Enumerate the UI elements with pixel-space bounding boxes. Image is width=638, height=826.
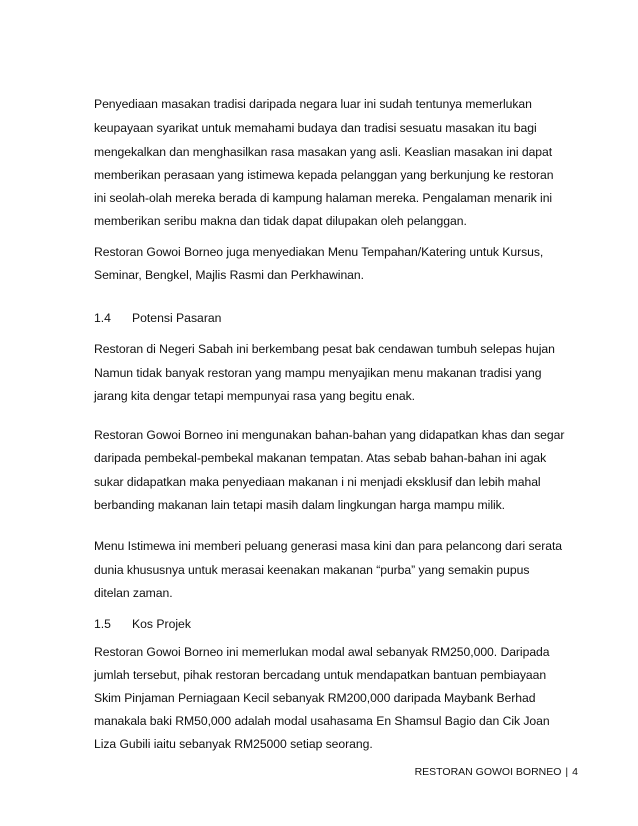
- paragraph-line: keupayaan syarikat untuk memahami budaya dan tradisi sesuatu masakan itu bagi: [94, 121, 537, 135]
- paragraph-line: Restoran Gowoi Borneo ini mengunakan bahan-bahan yang didapatkan khas dan segar: [94, 428, 565, 442]
- paragraph-line: Restoran Gowoi Borneo juga menyediakan Menu Tempahan/Katering untuk Kursus,: [94, 245, 544, 259]
- paragraph-line: Restoran di Negeri Sabah ini berkembang pesat bak cendawan tumbuh selepas hujan: [94, 342, 555, 356]
- paragraph-line: daripada pembekal-pembekal makanan tempatan. Atas sebab bahan-bahan ini agak: [94, 451, 547, 465]
- paragraph-line: ditelan zaman.: [94, 586, 173, 600]
- paragraph-line: Seminar, Bengkel, Majlis Rasmi dan Perkhawinan.: [94, 268, 364, 282]
- paragraph-line: jumlah tersebut, pihak restoran bercadang untuk mendapatkan bantuan pembiayaan: [94, 668, 547, 682]
- section-number: 1.4: [94, 311, 111, 325]
- section-heading: Potensi Pasaran: [132, 311, 222, 325]
- paragraph-line: Restoran Gowoi Borneo ini memerlukan modal awal sebanyak RM250,000. Daripada: [94, 645, 550, 659]
- paragraph-line: Menu Istimewa ini memberi peluang generasi masa kini dan para pelancong dari serata: [94, 539, 563, 553]
- paragraph-line: mengekalkan dan menghasilkan rasa masakan yang asli. Keaslian masakan ini dapat: [94, 145, 553, 159]
- paragraph-line: sukar didapatkan maka penyediaan makanan i ni menjadi eksklusif dan lebih mahal: [94, 475, 541, 489]
- paragraph-line: Skim Pinjaman Perniagaan Kecil sebanyak RM200,000 daripada Maybank Berhad: [94, 691, 536, 705]
- paragraph-line: memberikan seribu makna dan tidak dapat dilupakan oleh pelanggan.: [94, 214, 467, 228]
- section-number: 1.5: [94, 617, 111, 631]
- page-footer: [415, 766, 578, 778]
- footer-title: RESTORAN GOWOI BORNEO: [414, 766, 562, 778]
- paragraph-line: manakala baki RM50,000 adalah modal usahasama En Shamsul Bagio dan Cik Joan: [94, 714, 550, 728]
- paragraph-line: memberikan perasaan yang istimewa kepada pelanggan yang berkunjung ke restoran: [94, 168, 554, 182]
- paragraph-line: dunia khususnya untuk merasai keenakan makanan “purba” yang semakin pupus: [94, 563, 530, 577]
- paragraph-line: berbanding makanan lain tetapi masih dalam lingkungan harga mampu milik.: [94, 498, 506, 512]
- paragraph-line: Liza Gubili iaitu sebanyak RM25000 setiap seorang.: [94, 737, 373, 751]
- footer-separator: |: [565, 766, 569, 778]
- paragraph-line: Namun tidak banyak restoran yang mampu menyajikan menu makanan tradisi yang: [94, 366, 542, 380]
- paragraph-line: jarang kita dengar tetapi mempunyai rasa yang begitu enak.: [94, 389, 415, 403]
- paragraph-line: ini seolah-olah mereka berada di kampung halaman mereka. Pengalaman menarik ini: [94, 191, 553, 205]
- paragraph-line: Penyediaan masakan tradisi daripada negara luar ini sudah tentunya memerlukan: [94, 97, 532, 111]
- section-heading: Kos Projek: [132, 617, 191, 631]
- page-number: 4: [572, 766, 578, 778]
